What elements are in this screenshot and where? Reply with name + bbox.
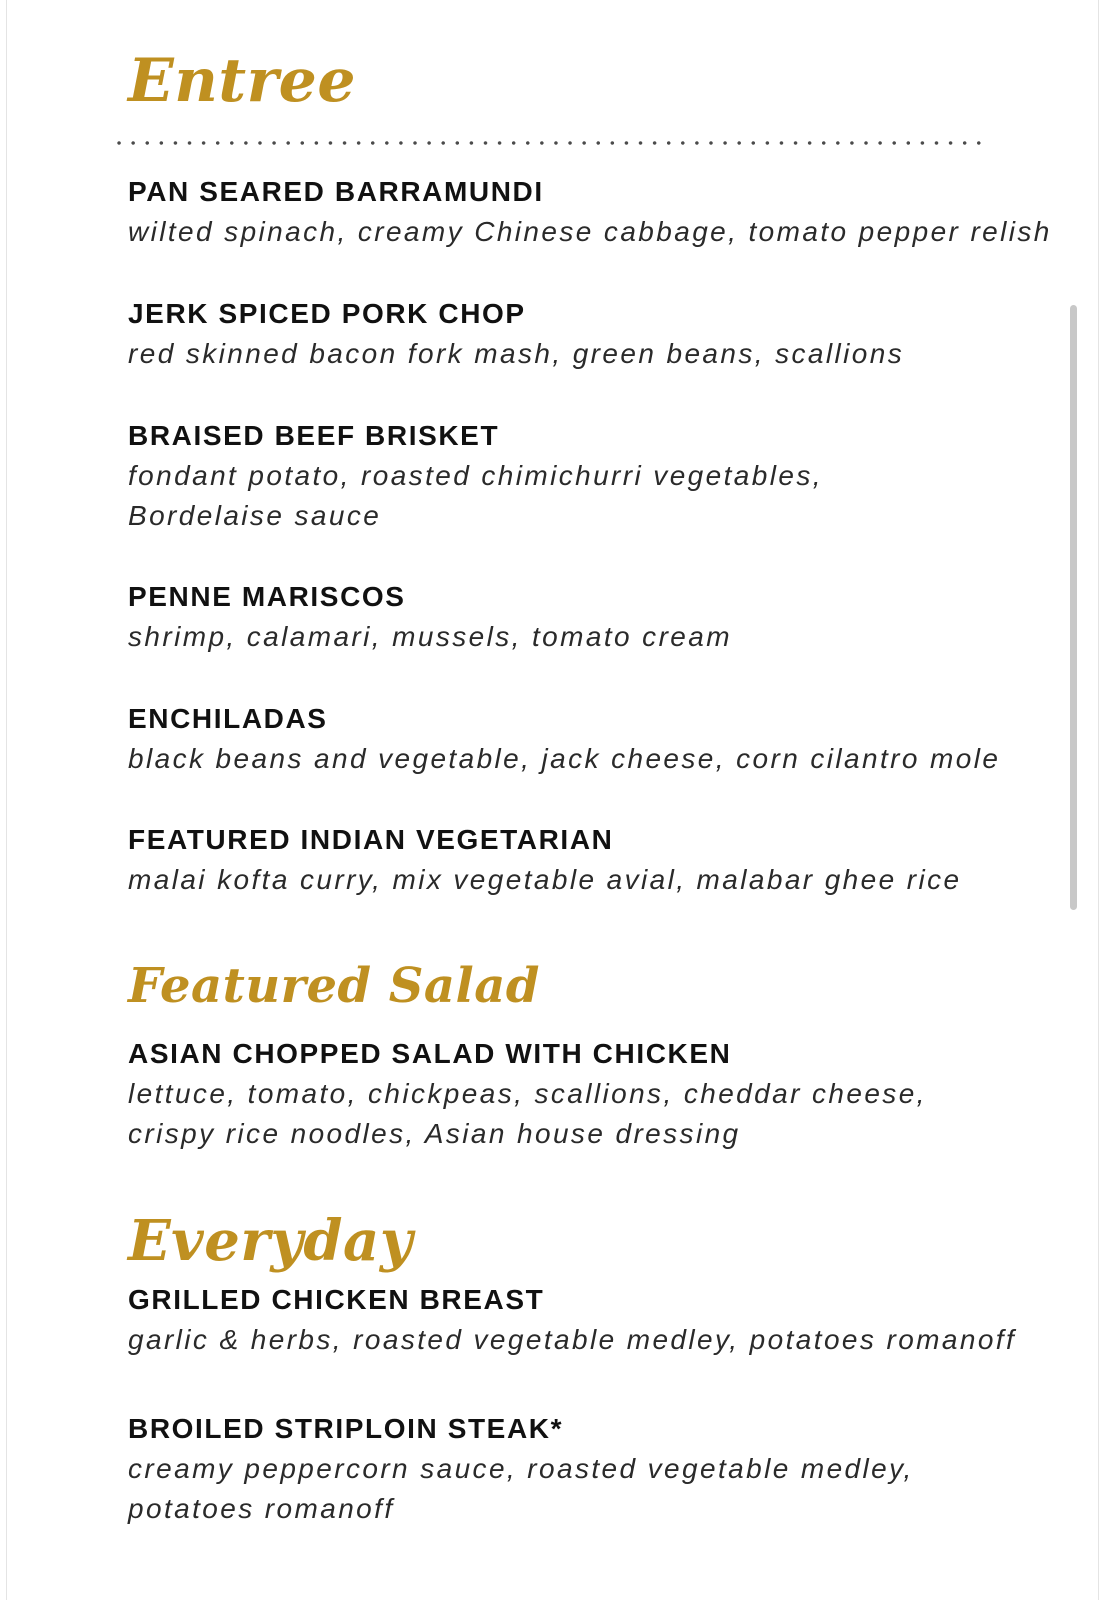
menu-item-grilled-chicken-breast: [128, 1282, 1078, 1360]
menu-item-name: ENCHILADAS: [128, 703, 328, 734]
menu-item-name: PENNE MARISCOS: [128, 581, 406, 612]
menu-item-description: [128, 1449, 1078, 1529]
description-line: lettuce, tomato, chickpeas, scallions, cheddar cheese,: [128, 1078, 927, 1109]
description-line: malai kofta curry, mix vegetable avial, malabar ghee rice: [128, 864, 962, 895]
section-title-featured-salad: Featured Salad: [128, 958, 540, 1014]
menu-item-pan-seared-barramundi: [128, 174, 1078, 252]
description-line: red skinned bacon fork mash, green beans, scallions: [128, 338, 905, 369]
vertical-scrollbar[interactable]: [1070, 305, 1077, 910]
description-line: wilted spinach, creamy Chinese cabbage, tomato pepper relish: [128, 216, 1052, 247]
menu-item-name: GRILLED CHICKEN BREAST: [128, 1284, 545, 1315]
menu-item-description: [128, 860, 1078, 900]
menu-item-description: [128, 334, 1078, 374]
section-title-entree: Entree: [128, 46, 357, 116]
menu-item-jerk-spiced-pork-chop: [128, 296, 1078, 374]
menu-item-name: JERK SPICED PORK CHOP: [128, 298, 526, 329]
menu-item-name: ASIAN CHOPPED SALAD WITH CHICKEN: [128, 1038, 732, 1069]
menu-item-name: BRAISED BEEF BRISKET: [128, 420, 500, 451]
description-line: shrimp, calamari, mussels, tomato cream: [128, 621, 732, 652]
menu-item-broiled-striploin-steak: [128, 1411, 1078, 1529]
dotted-divider: [112, 140, 982, 146]
menu-item-description: [128, 739, 1078, 779]
menu-item-asian-chopped-salad: [128, 1036, 1078, 1154]
menu-item-description: [128, 1320, 1078, 1360]
menu-item-featured-indian-vegetarian: [128, 822, 1078, 900]
description-line: fondant potato, roasted chimichurri vegetables,: [128, 460, 823, 491]
menu-item-description: [128, 1074, 1078, 1154]
section-title-everyday: Everyday: [128, 1208, 413, 1274]
menu-item-enchiladas: [128, 701, 1078, 779]
description-line: potatoes romanoff: [128, 1493, 395, 1524]
menu-item-description: [128, 456, 1078, 536]
menu-item-name: BROILED STRIPLOIN STEAK*: [128, 1413, 564, 1444]
menu-item-name: FEATURED INDIAN VEGETARIAN: [128, 824, 614, 855]
menu-item-description: [128, 617, 1078, 657]
description-line: Bordelaise sauce: [128, 500, 382, 531]
menu-item-description: [128, 212, 1078, 252]
description-line: creamy peppercorn sauce, roasted vegetable medley,: [128, 1453, 914, 1484]
description-line: black beans and vegetable, jack cheese, corn cilantro mole: [128, 743, 1001, 774]
description-line: garlic & herbs, roasted vegetable medley, potatoes romanoff: [128, 1324, 1017, 1355]
description-line: crispy rice noodles, Asian house dressing: [128, 1118, 741, 1149]
menu-item-name: PAN SEARED BARRAMUNDI: [128, 176, 544, 207]
menu-item-braised-beef-brisket: [128, 418, 1078, 536]
menu-item-penne-mariscos: [128, 579, 1078, 657]
